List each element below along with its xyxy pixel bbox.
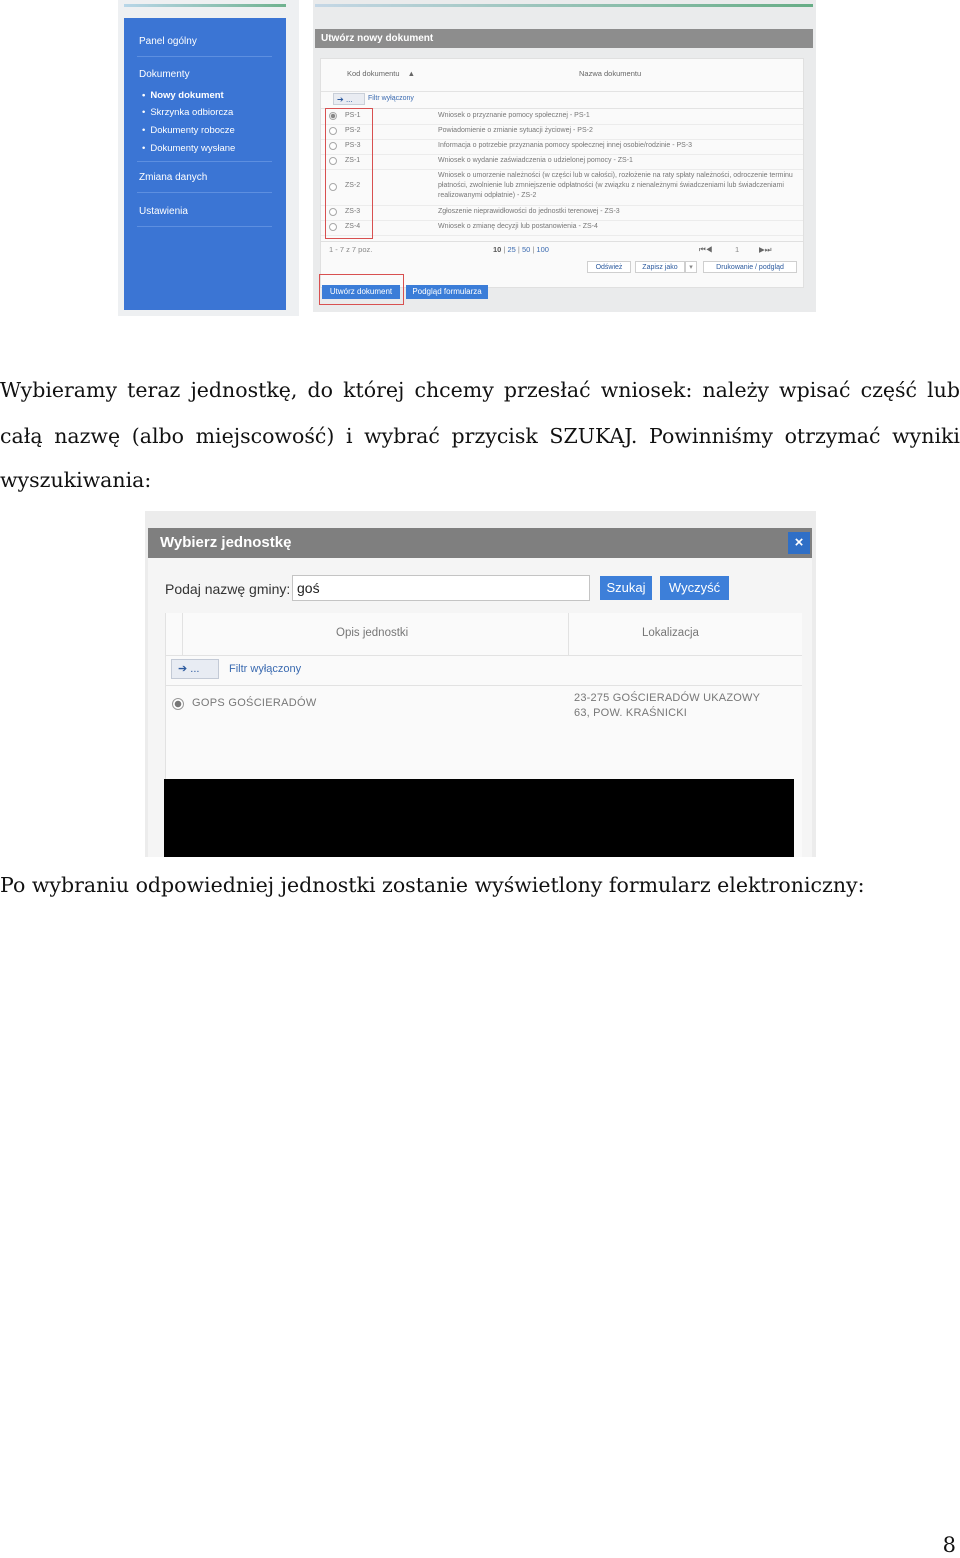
- create-document-button[interactable]: Utwórz dokument: [322, 285, 400, 299]
- menu-new-document[interactable]: • Nowy dokument: [142, 90, 224, 101]
- row-code: ZS-1: [345, 157, 361, 164]
- table-header: [166, 613, 802, 656]
- unit-location: 23-275 GOŚCIERADÓW UKAZOWY 63, POW. KRAŚNICKI: [574, 692, 760, 719]
- unit-name: GOPS GOŚCIERADÓW: [192, 697, 317, 709]
- first-page-icon[interactable]: ⏮◀: [699, 245, 713, 254]
- table-row[interactable]: [321, 124, 803, 140]
- row-name: Zgłoszenie nieprawidłowości do jednostki terenowej - ZS-3: [438, 208, 620, 215]
- decor-line: [315, 4, 813, 7]
- dialog-title: Wybierz jednostkę: [148, 528, 812, 558]
- create-document-panel: [313, 0, 816, 312]
- menu-sent[interactable]: • Dokumenty wysłane: [142, 143, 235, 154]
- page-size-10[interactable]: 10: [493, 245, 502, 254]
- row-name: Powiadomienie o zmianie sytuacji życiowej - PS-2: [438, 127, 593, 134]
- table-row[interactable]: [321, 205, 803, 221]
- dialog-body: [148, 558, 812, 857]
- menu-change-data[interactable]: Zmiana danych: [139, 172, 208, 183]
- row-name: Informacja o potrzebie przyznania pomocy społecznej innej osobie/rodzinie - PS-3: [438, 142, 693, 149]
- column-name[interactable]: Nazwa dokumentu: [579, 69, 642, 78]
- row-name: Wniosek o umorzenie należności (w części lub w całości), rozłożenie na raty spłaty należności, odroczenie terminu płatności, zwolnienie lub zmniejszenie odpłatności (w związku z nienależnymi świadczeniami lub świadczeniami realizowanymi odpłatnie) - ZS-2: [438, 172, 793, 199]
- clear-button[interactable]: Wyczyść: [660, 576, 729, 600]
- print-preview-button[interactable]: Drukowanie / podgląd: [703, 261, 797, 273]
- sort-up-icon: ▲: [407, 69, 416, 78]
- table-row[interactable]: [321, 169, 803, 206]
- page-size-50[interactable]: 50: [521, 245, 531, 254]
- redacted-area: [164, 779, 794, 857]
- menu-documents[interactable]: Dokumenty: [139, 69, 190, 80]
- page-number: 1: [735, 245, 740, 254]
- menu-separator: [137, 161, 272, 162]
- highlight-box: [319, 274, 404, 305]
- documents-table: [320, 58, 804, 288]
- row-name: Wniosek o wydanie zaświadczenia o udzielonej pomocy - ZS-1: [438, 157, 633, 164]
- results-table: [165, 613, 802, 857]
- row-code: PS-1: [345, 112, 361, 119]
- close-icon[interactable]: ×: [788, 532, 810, 554]
- screenshot-create-document: [118, 0, 816, 316]
- row-code: ZS-4: [345, 223, 361, 230]
- menu-panel[interactable]: Panel ogólny: [139, 36, 197, 47]
- menu-separator: [137, 226, 272, 227]
- page-size-selector[interactable]: 10 | 25 | 50 | 100: [493, 245, 549, 254]
- menu-drafts[interactable]: • Dokumenty robocze: [142, 125, 235, 136]
- paragraph-line: wyszukiwania:: [0, 468, 152, 492]
- refresh-button[interactable]: Odśwież: [587, 261, 631, 273]
- row-radio[interactable]: [172, 698, 184, 710]
- menu-separator: [137, 192, 272, 193]
- row-code: ZS-3: [345, 208, 361, 215]
- last-page-icon[interactable]: ▶⏭: [759, 245, 772, 254]
- side-menu: [124, 18, 286, 310]
- table-row[interactable]: [321, 109, 803, 125]
- row-code: PS-3: [345, 142, 361, 149]
- search-input[interactable]: goś: [292, 575, 590, 601]
- filter-status: Filtr wyłączony: [229, 663, 302, 675]
- divider: [568, 613, 569, 655]
- menu-inbox[interactable]: • Skrzynka odbiorcza: [142, 107, 233, 118]
- page-size-100[interactable]: 100: [536, 245, 549, 254]
- column-location[interactable]: Lokalizacja: [642, 627, 699, 639]
- paragraph-line: Po wybraniu odpowiedniej jednostki zostanie wyświetlony formularz elektroniczny:: [0, 873, 865, 897]
- menu-separator: [137, 56, 272, 57]
- row-name: Wniosek o zmianę decyzji lub postanowienia - ZS-4: [438, 223, 598, 230]
- row-code: PS-2: [345, 127, 361, 134]
- chevron-down-icon[interactable]: ▾: [685, 261, 697, 273]
- paragraph-line: Wybieramy teraz jednostkę, do której chcemy przesłać wniosek: należy wpisać część lub: [0, 378, 960, 402]
- menu-settings[interactable]: Ustawienia: [139, 206, 188, 217]
- form-preview-button[interactable]: Podgląd formularza: [406, 285, 488, 299]
- left-panel: [118, 0, 299, 316]
- search-label: Podaj nazwę gminy:: [165, 581, 291, 597]
- table-row[interactable]: [321, 220, 803, 236]
- paragraph-line: całą nazwę (albo miejscowość) i wybrać przycisk SZUKAJ. Powinniśmy otrzymać wyniki: [0, 424, 960, 448]
- panel-header: Utwórz nowy dokument: [315, 29, 813, 48]
- row-name: Wniosek o przyznanie pomocy społecznej - PS-1: [438, 112, 590, 119]
- column-description[interactable]: Opis jednostki: [336, 627, 409, 639]
- filter-button[interactable]: ➔ ...: [171, 659, 219, 679]
- pager: [321, 241, 803, 256]
- filter-status: Filtr wyłączony: [368, 95, 414, 102]
- page-number: 8: [942, 1533, 956, 1557]
- filter-arrow-icon: ➔: [337, 95, 344, 104]
- decor-line: [124, 4, 286, 7]
- search-button[interactable]: Szukaj: [600, 576, 652, 600]
- save-as-button[interactable]: Zapisz jako: [635, 261, 685, 273]
- record-count: 1 - 7 z 7 poz.: [329, 245, 373, 254]
- page-size-25[interactable]: 25: [507, 245, 516, 254]
- row-code: ZS-2: [345, 182, 361, 189]
- column-code[interactable]: Kod dokumentu ▲: [347, 69, 416, 78]
- screenshot-select-unit: [145, 511, 816, 857]
- table-row[interactable]: [321, 154, 803, 170]
- filter-arrow-icon: ➔: [178, 663, 188, 675]
- filter-button[interactable]: ➔ ...: [333, 93, 365, 105]
- table-row[interactable]: [321, 139, 803, 155]
- highlight-box: [325, 108, 373, 239]
- divider: [182, 613, 183, 655]
